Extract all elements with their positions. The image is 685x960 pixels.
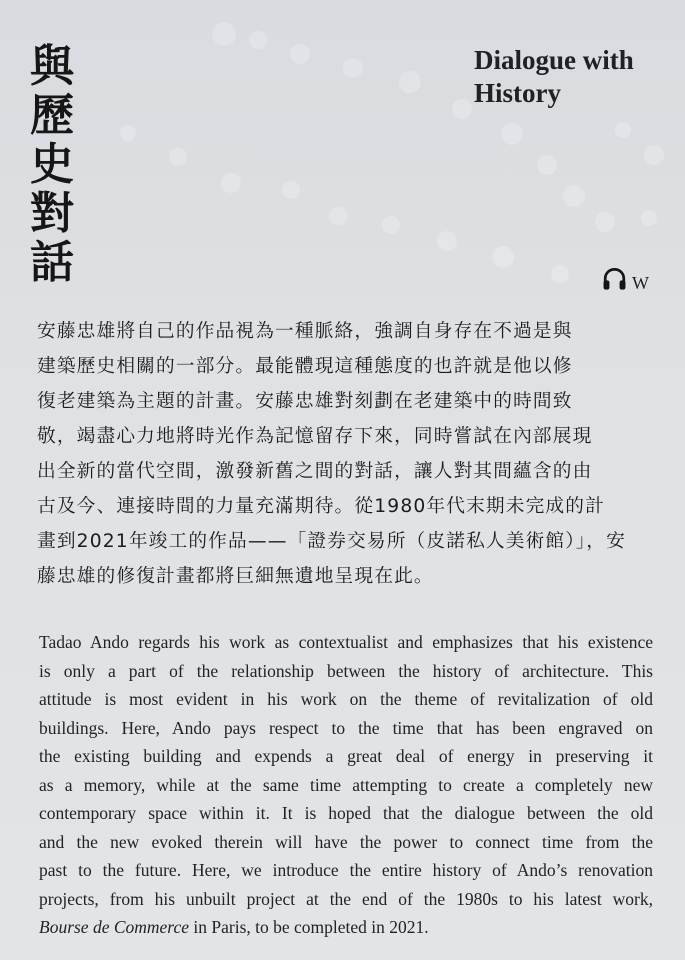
english-description-line: as a memory, while at the same time attempting to create a completely new [39,774,653,795]
chinese-description-line: 敬，竭盡心力地將時光作為記憶留存下來，同時嘗試在內部展現 [37,426,593,447]
english-description-line: the existing building and expends a great deal of energy in preserving it [39,746,653,766]
english-description-line: past to the future. Here, we introduce the entire history of Ando’s renovation [39,860,653,880]
chinese-description-line: 復老建築為主題的計畫。安藤忠雄對刻劃在老建築中的時間致 [37,391,573,412]
english-description-line: and the new evoked therein will have the power to connect time from the [39,831,653,852]
english-description-line: contemporary space within it. It is hoped that the dialogue between the old [39,803,653,823]
chinese-description-line: 出全新的當代空間，激發新舊之間的對話，讓人對其間蘊含的由 [37,461,593,482]
headphones-icon [601,266,628,293]
audio-guide-code: W [632,273,649,293]
english-title: Dialogue with History [474,45,634,108]
chinese-description [37,314,654,594]
artwork-title-bourse-de-commerce: Bourse de Commerce [39,917,190,937]
english-description-line: projects, from his unbuilt project at the end of the 1980s to his latest work, [39,888,653,909]
chinese-description-line: 建築歷史相關的一部分。最能體現這種態度的也許就是他以修 [37,356,573,377]
english-description [39,628,653,942]
english-description-last-line-text: in Paris, to be completed in 2021. [189,917,429,937]
chinese-title: 與歷史對話 [30,41,74,288]
english-description-line: Tadao Ando regards his work as contextualist and emphasizes that his existence [39,632,653,652]
english-description-line: is only a part of the relationship between the history of architecture. This [39,660,653,681]
english-description-line: buildings. Here, Ando pays respect to the time that has been engraved on [39,717,653,738]
chinese-description-line: 藤忠雄的修復計畫都將巨細無遺地呈現在此。 [37,566,434,587]
chinese-description-line: 安藤忠雄將自己的作品視為一種脈絡，強調自身存在不過是與 [37,321,573,342]
chinese-description-line: 畫到2021年竣工的作品——「證券交易所（皮諾私人美術館）」，安 [37,531,626,552]
english-description-line: attitude is most evident in his work on the theme of revitalization of old [39,689,653,709]
audio-guide-marker [601,265,649,294]
english-description-last-line [39,913,653,942]
chinese-description-line: 古及今、連接時間的力量充滿期待。從1980年代末期未完成的計 [37,496,605,517]
